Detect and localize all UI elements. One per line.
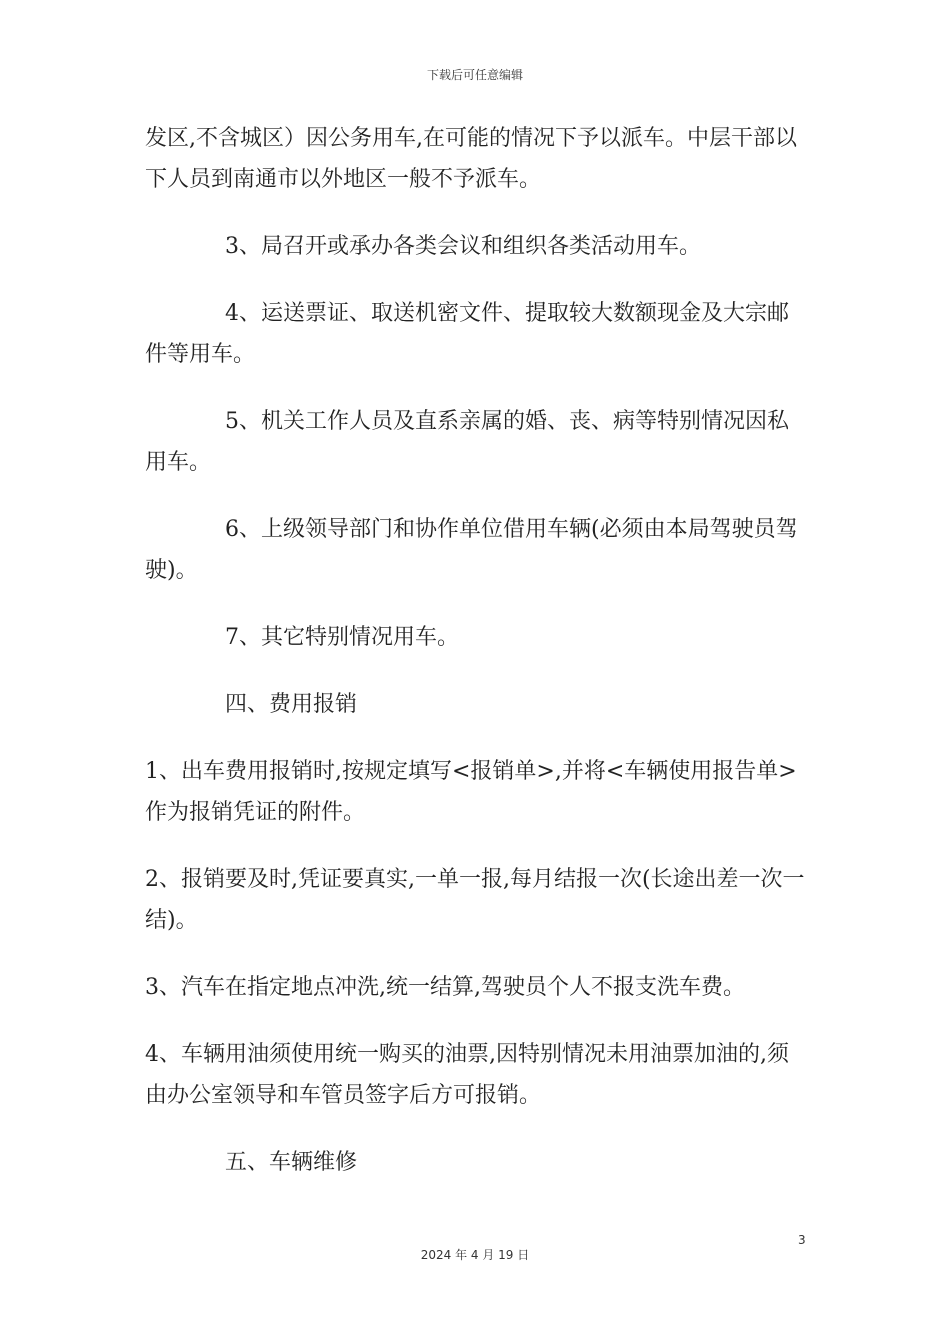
paragraph-item-7: 7、其它特别情况用车。 [225,625,459,650]
paragraph-expense-2: 2、报销要及时,凭证要真实,一单一报,每月结报一次(长途出差一次一结)。 [145,867,805,933]
page-header: 下载后可任意编辑 [426,68,523,82]
page-footer-date: 2024 年 4 月 19 日 [420,1248,530,1262]
paragraph-expense-1: 1、出车费用报销时,按规定填写<报销单>,并将<车辆使用报告单>作为报销凭证的附件。 [145,759,797,825]
paragraph-expense-4: 4、车辆用油须使用统一购买的油票,因特别情况未用油票加油的,须由办公室领导和车管员签字后方可报销。 [145,1042,789,1108]
document-body [145,118,810,1183]
paragraph-expense-3: 3、汽车在指定地点冲洗,统一结算,驾驶员个人不报支洗车费。 [145,975,745,1000]
paragraph-item-3: 3、局召开或承办各类会议和组织各类活动用车。 [225,234,701,259]
paragraph-continuation: 发区,不含城区）因公务用车,在可能的情况下予以派车。中层干部以下人员到南通市以外地区一般不予派车。 [145,126,797,192]
page-number: 3 [798,1233,806,1247]
section-heading-maintenance: 五、车辆维修 [225,1150,358,1175]
paragraph-item-4: 4、运送票证、取送机密文件、提取较大数额现金及大宗邮件等用车。 [145,301,789,367]
section-heading-expense: 四、费用报销 [225,692,358,717]
paragraph-item-6: 6、上级领导部门和协作单位借用车辆(必须由本局驾驶员驾驶)。 [145,517,798,583]
paragraph-item-5: 5、机关工作人员及直系亲属的婚、丧、病等特别情况因私用车。 [145,409,789,475]
